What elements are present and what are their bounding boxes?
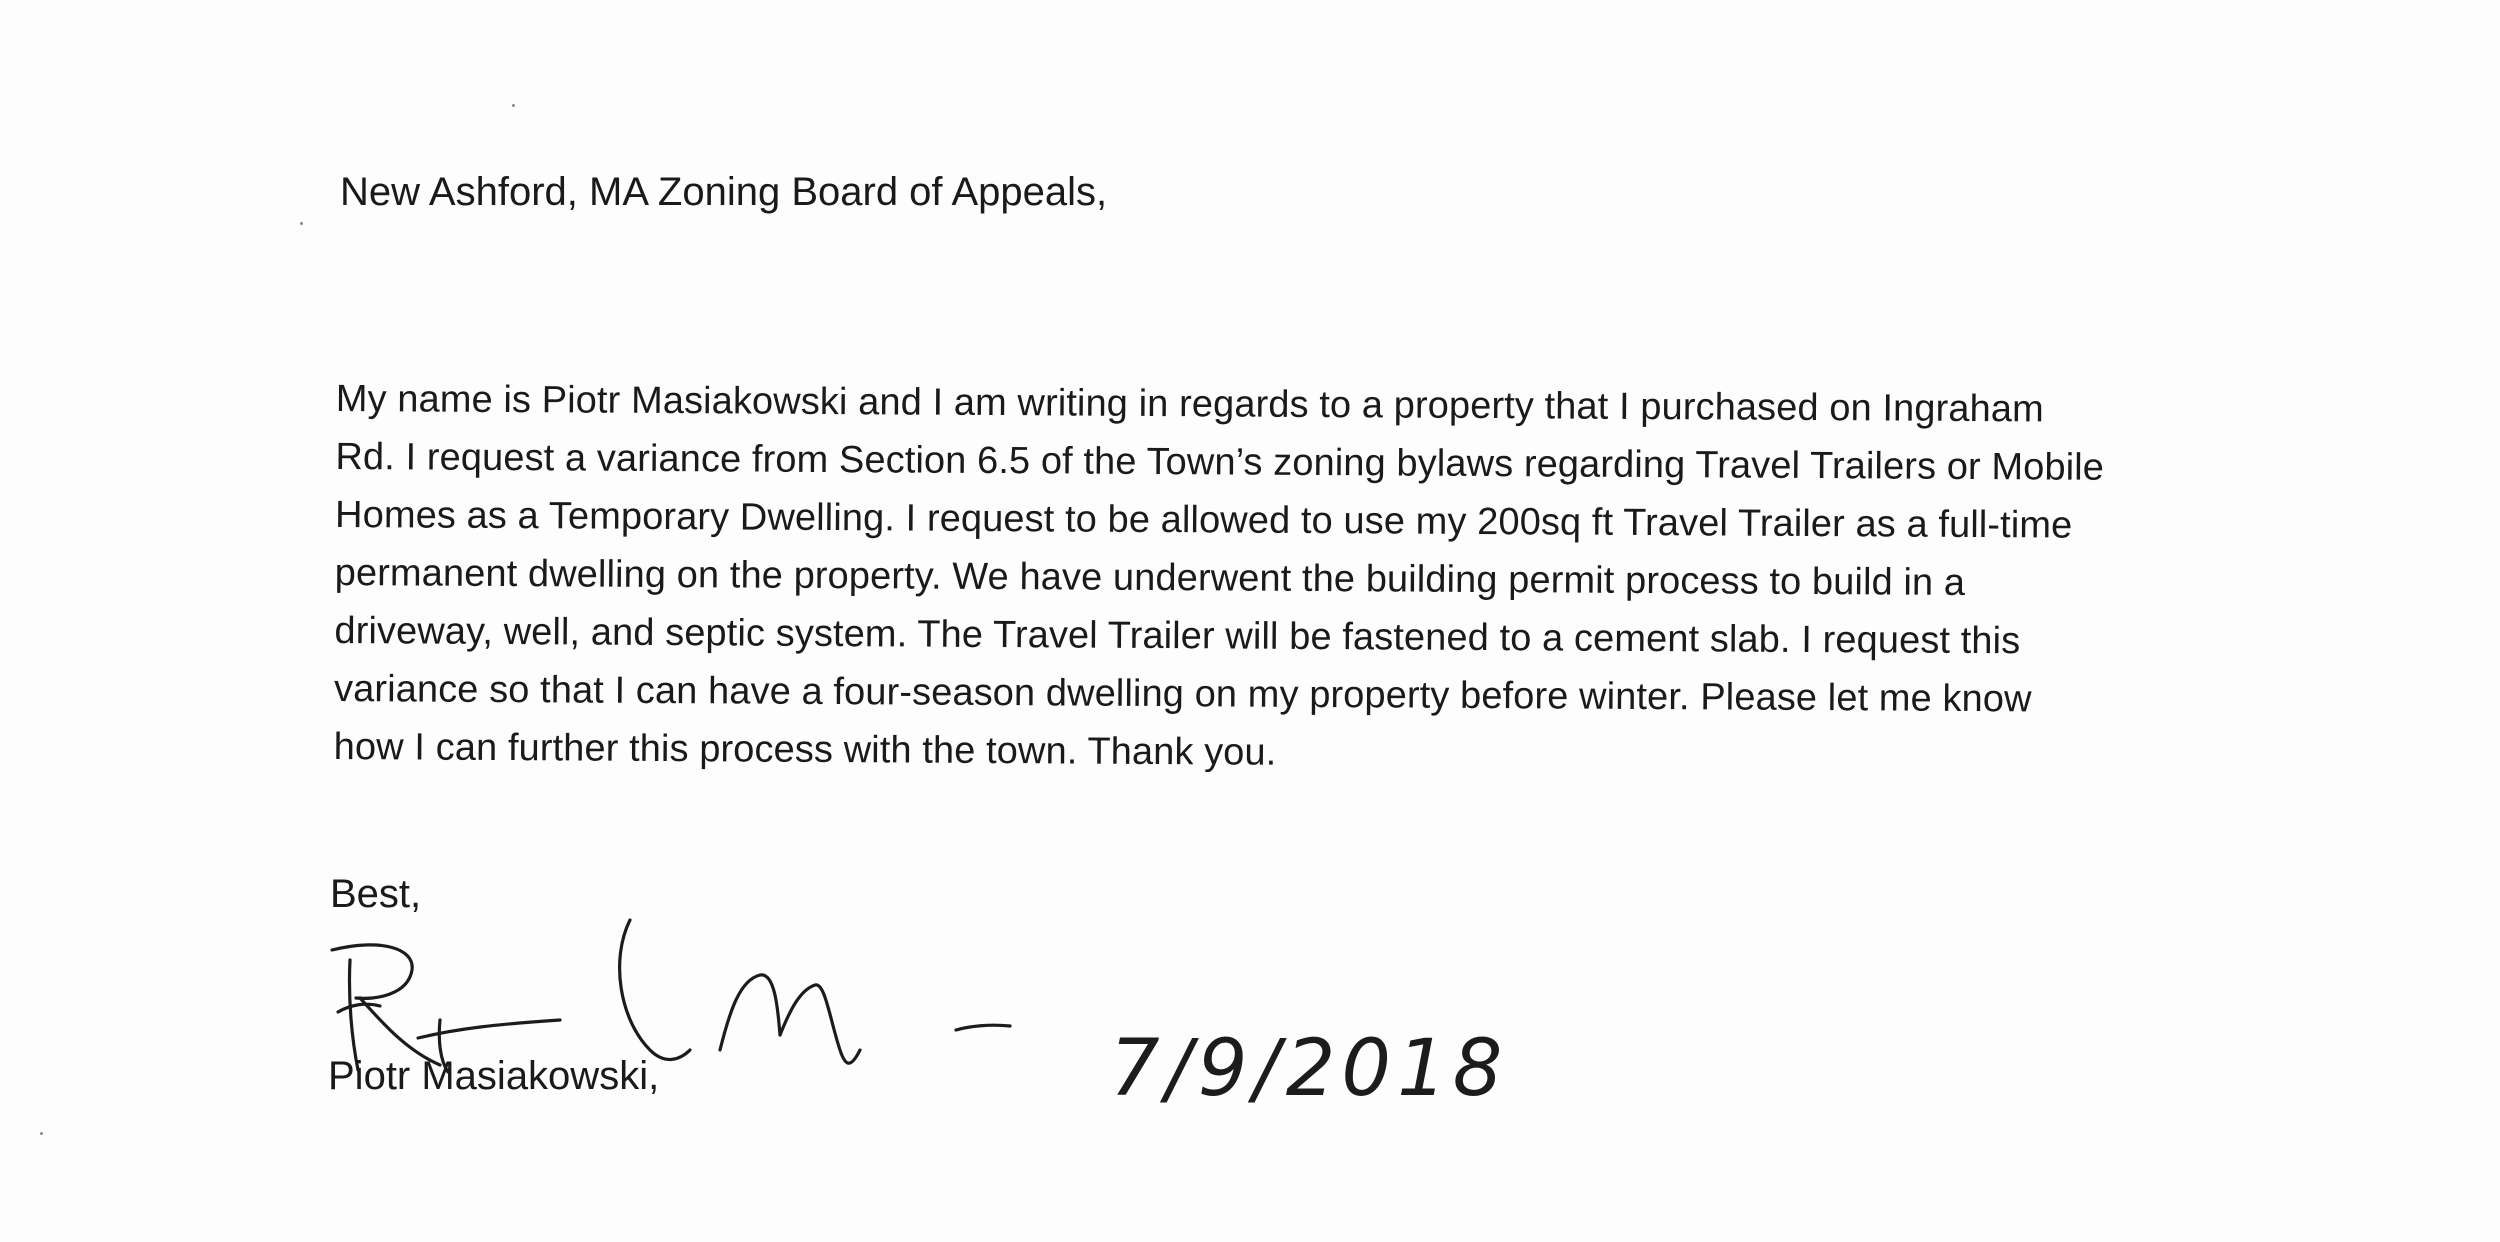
body-line: My name is Piotr Masiakowski and I am writing in regards to a property that I purchased on Ingraham (335, 377, 2044, 431)
body-line: driveway, well, and septic system. The Travel Trailer will be fastened to a cement slab. I request this (334, 609, 2021, 663)
body-line: how I can further this process with the town. Thank you. (333, 725, 1277, 774)
signer-name: Piotr Masiakowski, (328, 1054, 660, 1098)
body-line: permanent dwelling on the property. We have underwent the building permit process to build in a (334, 551, 1966, 604)
salutation: New Ashford, MA Zoning Board of Appeals, (340, 170, 1108, 214)
handwritten-date (1100, 1000, 1530, 1130)
body-line: variance so that I can have a four-season dwelling on my property before winter. Please let me know (333, 667, 2032, 721)
body-line: Rd. I request a variance from Section 6.5 of the Town’s zoning bylaws regarding Travel Trailers or Mobile (335, 435, 2105, 489)
scan-speck (40, 1132, 43, 1135)
date-text: 7/9/2018 (1110, 1024, 1509, 1114)
scan-speck (300, 222, 303, 225)
closing: Best, (330, 872, 422, 916)
scan-speck (512, 104, 515, 107)
letter-body (334, 370, 2276, 788)
body-line: Homes as a Temporary Dwelling. I request to be allowed to use my 200sq ft Travel Trailer as a full-time (334, 493, 2073, 547)
date-drawing (1100, 1000, 1530, 1130)
